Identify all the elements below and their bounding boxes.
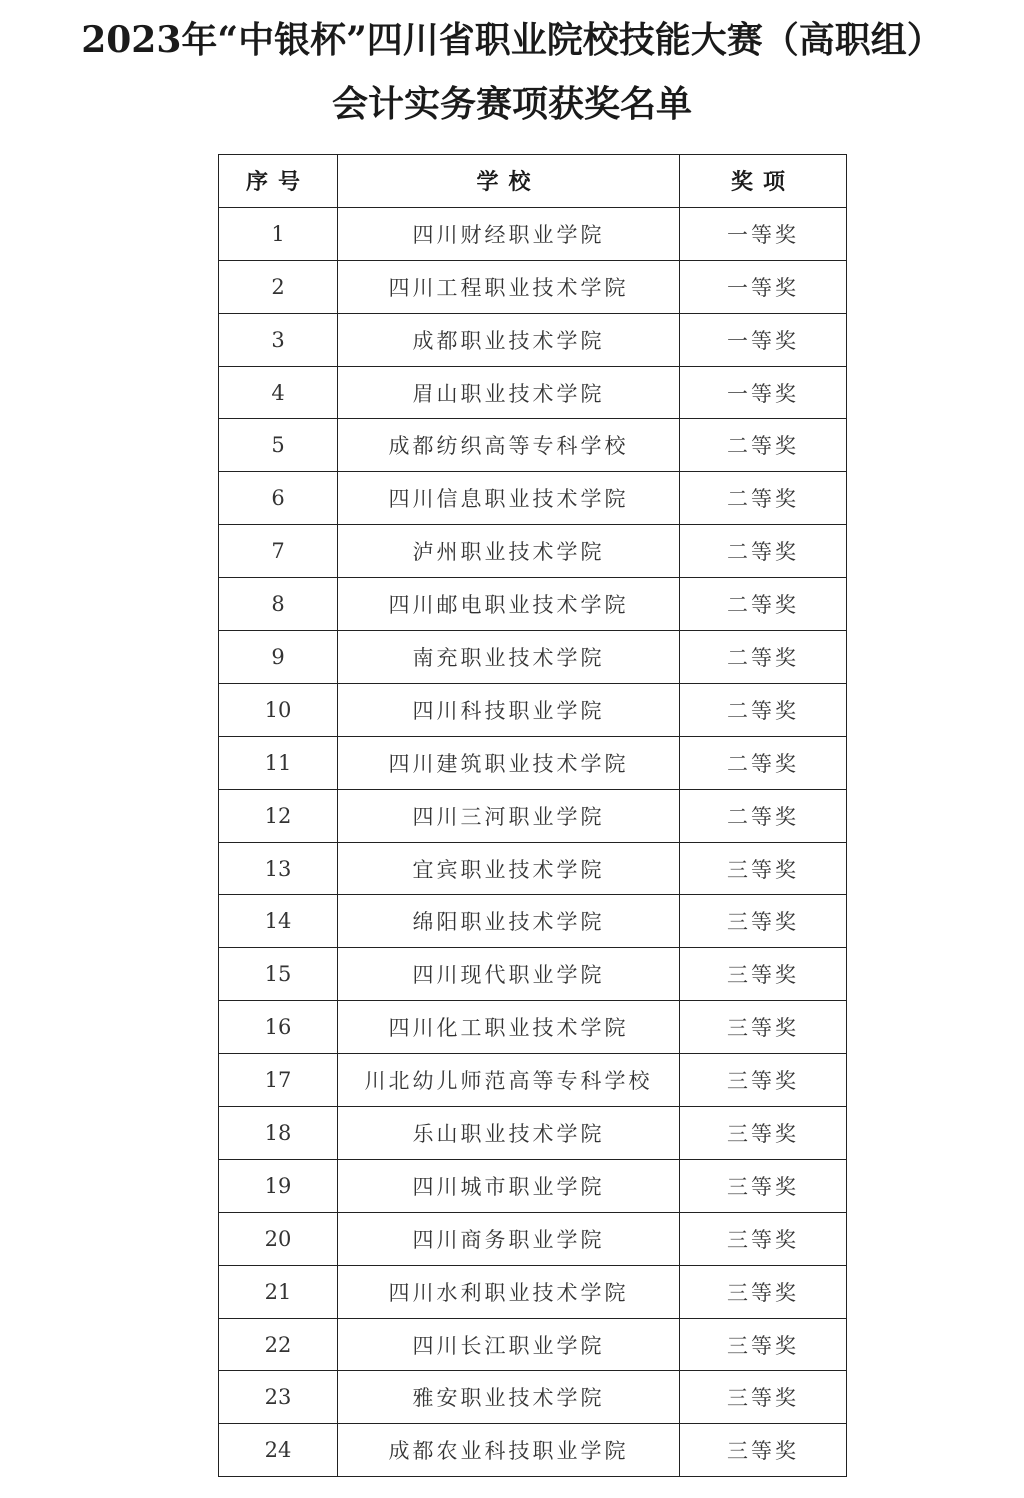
row-award: 三等奖 bbox=[680, 948, 847, 1001]
row-number: 12 bbox=[219, 789, 338, 842]
row-award: 二等奖 bbox=[680, 631, 847, 684]
row-number: 1 bbox=[219, 207, 338, 260]
document-title: 2023年“中银杯”四川省职业院校技能大赛（高职组） bbox=[81, 19, 943, 61]
table-row bbox=[219, 207, 847, 260]
row-award: 三等奖 bbox=[680, 1107, 847, 1160]
table-row bbox=[219, 895, 847, 948]
row-number: 5 bbox=[219, 419, 338, 472]
row-award: 一等奖 bbox=[680, 313, 847, 366]
row-number: 18 bbox=[219, 1107, 338, 1160]
row-number: 22 bbox=[219, 1318, 338, 1371]
row-award: 三等奖 bbox=[680, 895, 847, 948]
row-number: 21 bbox=[219, 1265, 338, 1318]
row-school: 四川科技职业学院 bbox=[338, 683, 680, 736]
table-row bbox=[219, 578, 847, 631]
row-school: 南充职业技术学院 bbox=[338, 631, 680, 684]
document-subtitle: 会计实务赛项获奖名单 bbox=[331, 83, 692, 125]
row-school: 四川财经职业学院 bbox=[338, 207, 680, 260]
row-award: 一等奖 bbox=[680, 260, 847, 313]
row-award: 二等奖 bbox=[680, 419, 847, 472]
row-number: 23 bbox=[219, 1371, 338, 1424]
row-school: 眉山职业技术学院 bbox=[338, 366, 680, 419]
row-award: 三等奖 bbox=[680, 1001, 847, 1054]
row-award: 三等奖 bbox=[680, 1265, 847, 1318]
row-school: 四川化工职业技术学院 bbox=[338, 1001, 680, 1054]
table-row bbox=[219, 313, 847, 366]
row-award: 三等奖 bbox=[680, 1318, 847, 1371]
row-award: 二等奖 bbox=[680, 525, 847, 578]
table-row bbox=[219, 1159, 847, 1212]
table-row bbox=[219, 366, 847, 419]
row-number: 13 bbox=[219, 842, 338, 895]
column-header-award: 奖项 bbox=[680, 155, 847, 208]
row-number: 9 bbox=[219, 631, 338, 684]
row-number: 15 bbox=[219, 948, 338, 1001]
table-row bbox=[219, 1371, 847, 1424]
row-school: 成都纺织高等专科学校 bbox=[338, 419, 680, 472]
row-school: 四川水利职业技术学院 bbox=[338, 1265, 680, 1318]
row-school: 四川建筑职业技术学院 bbox=[338, 736, 680, 789]
row-number: 19 bbox=[219, 1159, 338, 1212]
row-school: 四川商务职业学院 bbox=[338, 1212, 680, 1265]
row-award: 二等奖 bbox=[680, 472, 847, 525]
row-school: 四川三河职业学院 bbox=[338, 789, 680, 842]
column-header-school: 学校 bbox=[338, 155, 680, 208]
row-award: 三等奖 bbox=[680, 1212, 847, 1265]
row-number: 17 bbox=[219, 1054, 338, 1107]
row-number: 10 bbox=[219, 683, 338, 736]
row-award: 三等奖 bbox=[680, 1159, 847, 1212]
table-row bbox=[219, 736, 847, 789]
table-header-row bbox=[219, 155, 847, 208]
row-school: 成都农业科技职业学院 bbox=[338, 1424, 680, 1477]
row-number: 3 bbox=[219, 313, 338, 366]
row-award: 三等奖 bbox=[680, 1371, 847, 1424]
row-award: 一等奖 bbox=[680, 366, 847, 419]
table-row bbox=[219, 1318, 847, 1371]
table-row bbox=[219, 472, 847, 525]
table-row bbox=[219, 683, 847, 736]
row-award: 二等奖 bbox=[680, 789, 847, 842]
row-school: 泸州职业技术学院 bbox=[338, 525, 680, 578]
row-number: 16 bbox=[219, 1001, 338, 1054]
row-number: 24 bbox=[219, 1424, 338, 1477]
table-row bbox=[219, 260, 847, 313]
row-number: 11 bbox=[219, 736, 338, 789]
table-row bbox=[219, 1424, 847, 1477]
table-row bbox=[219, 419, 847, 472]
row-award: 三等奖 bbox=[680, 842, 847, 895]
row-number: 4 bbox=[219, 366, 338, 419]
table-row bbox=[219, 1265, 847, 1318]
row-school: 成都职业技术学院 bbox=[338, 313, 680, 366]
column-header-number: 序号 bbox=[219, 155, 338, 208]
row-school: 四川邮电职业技术学院 bbox=[338, 578, 680, 631]
row-number: 8 bbox=[219, 578, 338, 631]
row-award: 二等奖 bbox=[680, 736, 847, 789]
row-school: 四川工程职业技术学院 bbox=[338, 260, 680, 313]
row-number: 7 bbox=[219, 525, 338, 578]
row-school: 四川现代职业学院 bbox=[338, 948, 680, 1001]
row-school: 川北幼儿师范高等专科学校 bbox=[338, 1054, 680, 1107]
row-school: 四川长江职业学院 bbox=[338, 1318, 680, 1371]
table-row bbox=[219, 948, 847, 1001]
table-body bbox=[219, 207, 847, 1476]
row-number: 20 bbox=[219, 1212, 338, 1265]
table-row bbox=[219, 1212, 847, 1265]
row-award: 二等奖 bbox=[680, 683, 847, 736]
row-school: 绵阳职业技术学院 bbox=[338, 895, 680, 948]
table-row bbox=[219, 525, 847, 578]
row-award: 三等奖 bbox=[680, 1424, 847, 1477]
table-row bbox=[219, 1001, 847, 1054]
table-row bbox=[219, 842, 847, 895]
table-row bbox=[219, 789, 847, 842]
row-school: 四川信息职业技术学院 bbox=[338, 472, 680, 525]
row-school: 雅安职业技术学院 bbox=[338, 1371, 680, 1424]
row-school: 宜宾职业技术学院 bbox=[338, 842, 680, 895]
row-award: 二等奖 bbox=[680, 578, 847, 631]
awards-table bbox=[218, 154, 847, 1477]
row-number: 6 bbox=[219, 472, 338, 525]
row-school: 四川城市职业学院 bbox=[338, 1159, 680, 1212]
row-number: 2 bbox=[219, 260, 338, 313]
row-award: 三等奖 bbox=[680, 1054, 847, 1107]
row-number: 14 bbox=[219, 895, 338, 948]
table-row bbox=[219, 631, 847, 684]
table-row bbox=[219, 1054, 847, 1107]
row-school: 乐山职业技术学院 bbox=[338, 1107, 680, 1160]
row-award: 一等奖 bbox=[680, 207, 847, 260]
table-row bbox=[219, 1107, 847, 1160]
